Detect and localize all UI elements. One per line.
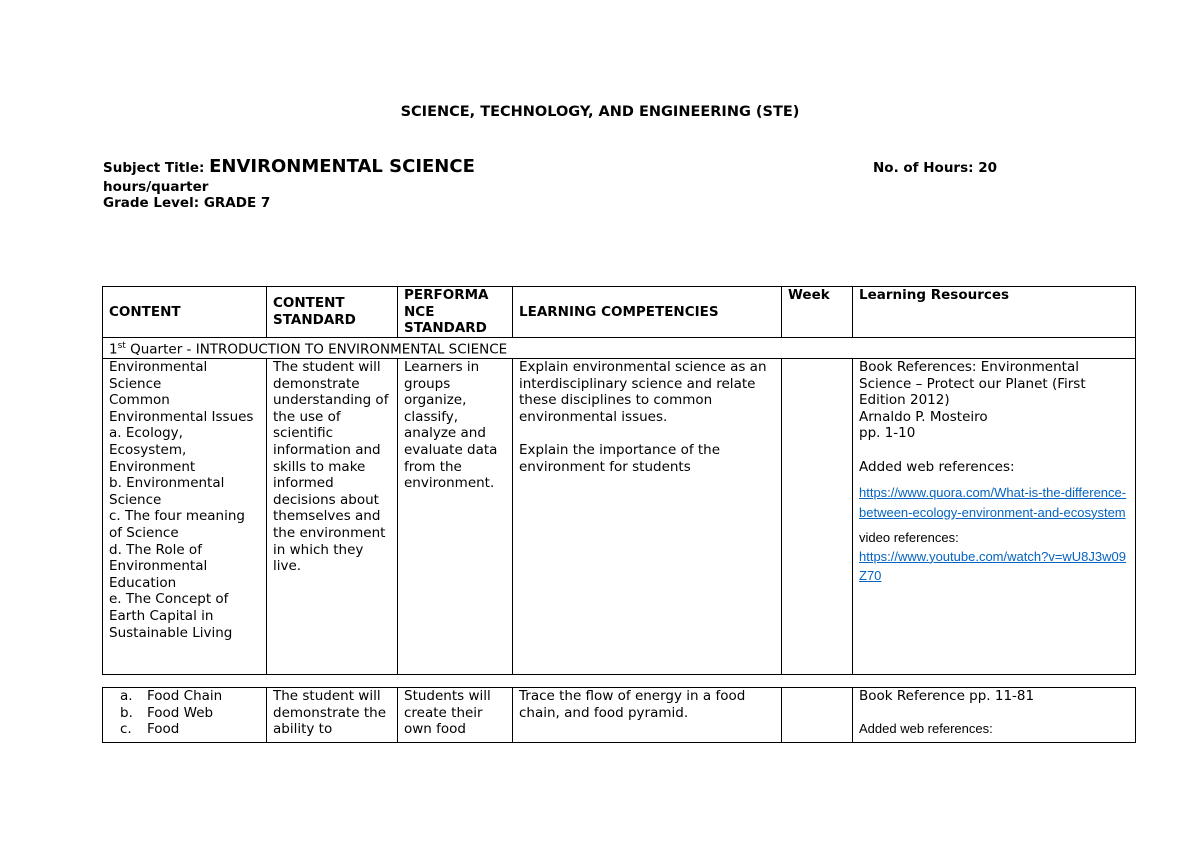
grade-level-value: GRADE 7 — [203, 195, 271, 211]
grade-level-label: Grade Level: — [103, 195, 204, 211]
video-reference-link[interactable]: https://www.youtube.com/watch?v=wU8J3w09Z70 — [859, 548, 1126, 584]
table-row — [103, 688, 1136, 743]
competency-text: Explain the importance of the environment for students — [519, 442, 721, 475]
competencies-cell — [513, 359, 782, 675]
subject-title-label: Subject Title: — [103, 160, 210, 176]
competencies-cell: Trace the flow of energy in a food chain, and food pyramid. — [513, 688, 782, 743]
content-line: Environmental Science — [109, 359, 208, 392]
web-reference-link[interactable]: https://www.quora.com/What-is-the-difference-between-ecology-environment-and-ecosystem — [859, 485, 1127, 520]
content-standard-cell: The student will demonstrate understanding of the use of scientific information and skills to make informed decisions about themselves and the environment in which they live. — [267, 359, 398, 675]
quarter-title: Quarter - INTRODUCTION TO ENVIRONMENTAL SCIENCE — [125, 341, 508, 358]
content-list — [109, 688, 260, 738]
document-title: SCIENCE, TECHNOLOGY, AND ENGINEERING (STE) — [400, 104, 800, 120]
week-cell — [782, 359, 853, 675]
quarter-heading — [103, 338, 1136, 359]
list-item — [120, 721, 260, 738]
resources-cell — [853, 359, 1136, 675]
table-header-row — [103, 287, 1136, 338]
content-cell — [103, 688, 267, 743]
list-marker: a. — [120, 688, 133, 704]
list-item-text: Food Chain — [147, 688, 223, 704]
content-standard-cell: The student will demonstrate the ability to — [267, 688, 398, 743]
header-week: Week — [782, 287, 853, 338]
list-item — [120, 704, 260, 722]
subject-title — [103, 156, 475, 177]
competency-text: Explain environmental science as an interdisciplinary science and relate these disciplines to common environmental issues. — [519, 359, 767, 425]
list-marker: c. — [120, 721, 132, 738]
content-cell — [103, 359, 267, 675]
list-marker: b. — [120, 704, 133, 721]
web-references-label: Added web references: — [859, 458, 1015, 475]
header-content: CONTENT — [103, 287, 267, 338]
content-line: a. Ecology, Ecosystem, Environment — [109, 425, 196, 475]
performance-standard-cell: Learners in groups organize, classify, analyze and evaluate data from the environment. — [398, 359, 513, 675]
content-line: Common Environmental Issues — [109, 392, 254, 425]
list-item-text: Food Web — [147, 704, 214, 721]
book-author: Arnaldo P. Mosteiro — [859, 408, 988, 425]
quarter-row — [103, 338, 1136, 359]
quarter-number: 1 — [109, 341, 118, 358]
curriculum-table — [102, 286, 1136, 675]
video-references-label: video references: — [859, 530, 959, 546]
week-cell — [782, 688, 853, 743]
web-references-label: Added web references: — [859, 720, 993, 736]
book-reference: Book References: Environmental Science – Protect our Planet (First Edition 2012) — [859, 359, 1086, 409]
book-reference: Book Reference pp. 11-81 — [859, 688, 1035, 704]
book-pages: pp. 1-10 — [859, 425, 916, 442]
content-line: c. The four meaning of Science — [109, 508, 245, 542]
table-row — [103, 359, 1136, 675]
header-learning-competencies: LEARNING COMPETENCIES — [513, 287, 782, 338]
hours-label: No. of Hours: 20 — [873, 160, 998, 176]
curriculum-table-continued — [102, 687, 1136, 743]
spacer — [859, 705, 1129, 721]
hours-unit: hours/quarter — [103, 179, 209, 195]
subject-title-value: ENVIRONMENTAL SCIENCE — [209, 156, 475, 177]
header-learning-resources: Learning Resources — [853, 287, 1136, 338]
content-line: d. The Role of Environmental Education — [109, 541, 208, 591]
list-item — [120, 688, 260, 705]
content-line: b. Environmental Science — [109, 475, 225, 508]
grade-level — [103, 195, 270, 211]
header-performance-standard: PERFORMA NCE STANDARD — [398, 287, 513, 338]
content-line: e. The Concept of Earth Capital in Sustainable Living — [109, 591, 233, 641]
quarter-ordinal: st — [117, 341, 126, 351]
resources-cell — [853, 688, 1136, 743]
list-item-text: Food — [147, 721, 180, 738]
performance-standard-cell: Students will create their own food — [398, 688, 513, 743]
header-content-standard: CONTENT STANDARD — [267, 287, 398, 338]
